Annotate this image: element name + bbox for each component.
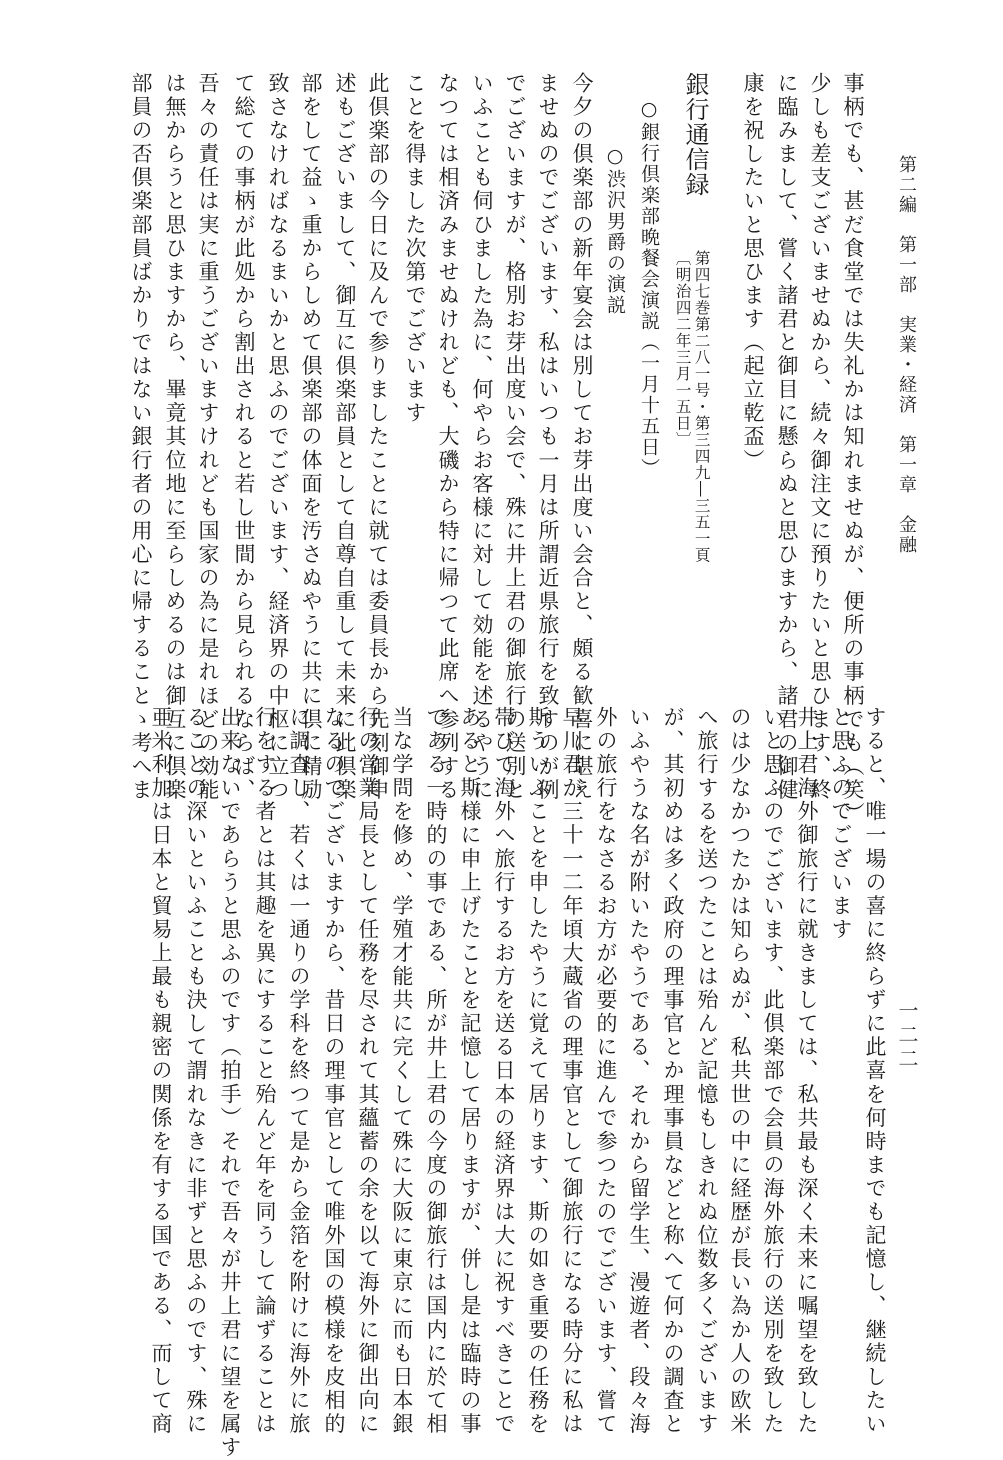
- page-number: 一二二: [895, 1000, 919, 1072]
- text-column: と思ふのでございます: [829, 706, 853, 942]
- text-column: ることの深いといふことも決して謂れなきに非ずと思ふのです、殊に: [184, 706, 208, 1437]
- text-column: 康を祝したいと思ひます（起立乾盃）: [741, 72, 765, 473]
- running-head: 第二編 第一部 実業・経済 第一章 金融: [896, 155, 917, 555]
- text-column: 亜米利加は日本と貿易上最も親密の関係を有する国である、而して商: [149, 706, 173, 1437]
- text-column: が、其初めは多く政府の理事官とか理事員などと称へて何かの調査と: [661, 706, 685, 1437]
- source-date-note: 〔明治四二年三月一五日〕: [673, 250, 692, 448]
- text-column: 部をして益ゝ重からしめて倶楽部の体面を汚さぬやうに共に倶に精励: [299, 72, 323, 803]
- text-column: のは少なかつたかは知らぬが、私共世の中に経歴が長い為か人の欧米: [728, 706, 752, 1437]
- text-column: でございますが、格別お芽出度い会で、殊に井上君の御旅行の送別と: [503, 72, 527, 803]
- text-column: いと思ふのでございます、此倶楽部で会員の海外旅行の送別を致した: [761, 706, 785, 1437]
- section-title: 銀行通信録: [681, 72, 709, 197]
- text-column: 井上君海外御旅行に就きましては、私共最も深く未来に嘱望を致した: [795, 706, 819, 1437]
- text-column: すると、唯一場の喜に終らずに此喜を何時までも記憶し、継続したい: [863, 706, 887, 1437]
- text-column: である一時的の事である、所が井上君の今度の御旅行は国内に於て相: [424, 706, 448, 1437]
- text-column: なるのでございますから、昔日の理事官として唯外国の模様を皮相的: [322, 706, 346, 1437]
- event-subtitle: ○銀行倶楽部晩餐会演説（一月十五日）: [638, 98, 660, 479]
- text-column: ませぬのでございます、私はいつも一月は所謂近県旅行を致すのが例: [536, 72, 560, 803]
- text-column: いふやうな名が附いたやうである、それから留学生、漫遊者、段々海: [627, 706, 651, 1437]
- text-column: 出来ないであらうと思ふのです（拍手）それで吾々が井上君に望を属す: [218, 706, 242, 1460]
- text-column: 事柄でも、甚だ食堂では失礼かは知れませぬが、便所の事柄でも（笑）: [841, 72, 865, 826]
- text-column: へ旅行するを送つたことは殆んど記憶もしきれぬ位数多くございます: [695, 706, 719, 1437]
- text-column: は無からうと思ひますから、畢竟其位地に至らしめるのは御互に倶楽: [163, 72, 187, 803]
- text-column: に調査し、若くは一通りの学科を終つて是から金箔を附けに海外に旅: [287, 706, 311, 1437]
- text-column: 行の営業局長として任務を尽されて其蘊蓄の余を以て海外に御出向に: [356, 706, 380, 1437]
- text-column: 吾々の責任は実に重うございますけれども国家の為に是れほどの効能: [196, 72, 220, 803]
- source-note: 第四七巻第二八一号・第三四九―三五一頁: [692, 250, 711, 564]
- text-column: ことを得ました次第でございます: [403, 72, 427, 426]
- text-column: 外の旅行をなさるお方が必要的に進んで参つたのでございます、嘗て: [594, 706, 618, 1437]
- text-column: 早川君が三十一二年頃大蔵省の理事官として御旅行になる時分に私は: [560, 706, 584, 1437]
- text-column: 此倶楽部の今日に及んで参りましたことに就ては委員長から先刻御申: [366, 72, 390, 803]
- text-column: 帯びて海外へ旅行するお方を送る日本の経済界は大に祝すべきことで: [492, 706, 516, 1437]
- text-column: 行をする者とは其趣を異にすること殆んど年を同うして論ずることは: [253, 706, 277, 1437]
- text-column: 少しも差支ございませぬから、続々御注文に預りたいと思ひます、終: [808, 72, 832, 803]
- text-column: いふことも伺ひました為に、何やらお客様に対して効能を述るやうに: [470, 72, 494, 803]
- text-column: あると斯様に申上げたことを記憶して居りますが、併し是は臨時の事: [458, 706, 482, 1437]
- text-column: 致さなければなるまいかと思ふのでございます、経済界の中枢に立つ: [266, 72, 290, 803]
- text-column: 部員の否倶楽部員ばかりではない銀行者の用心に帰することゝ考へま: [129, 72, 153, 803]
- text-column: に臨みまして、嘗く諸君と御目に懸らぬと思ひますから、諸君の御健: [775, 72, 799, 803]
- text-column: 当な学問を修め、学殖才能共に完くして殊に大阪に東京に而も日本銀: [390, 706, 414, 1437]
- text-column: て総ての事柄が此処から割出されると若し世間から見られるならば、: [232, 72, 256, 803]
- text-column: 述もございまして、御互に倶楽部員として自尊自重して未来に此倶楽: [333, 72, 357, 803]
- speaker-heading: ○渋沢男爵の演説: [604, 145, 626, 316]
- text-column: なつては相済みませぬけれども、大磯から特に帰つて此席へ参列する: [436, 72, 460, 803]
- text-column: 今夕の倶楽部の新年宴会は別してお芽出度い会合と、頗る歓喜に堪え: [570, 72, 594, 803]
- text-column: 斯ういふことを申したやうに覚えて居ります、斯の如き重要の任務を: [526, 706, 550, 1437]
